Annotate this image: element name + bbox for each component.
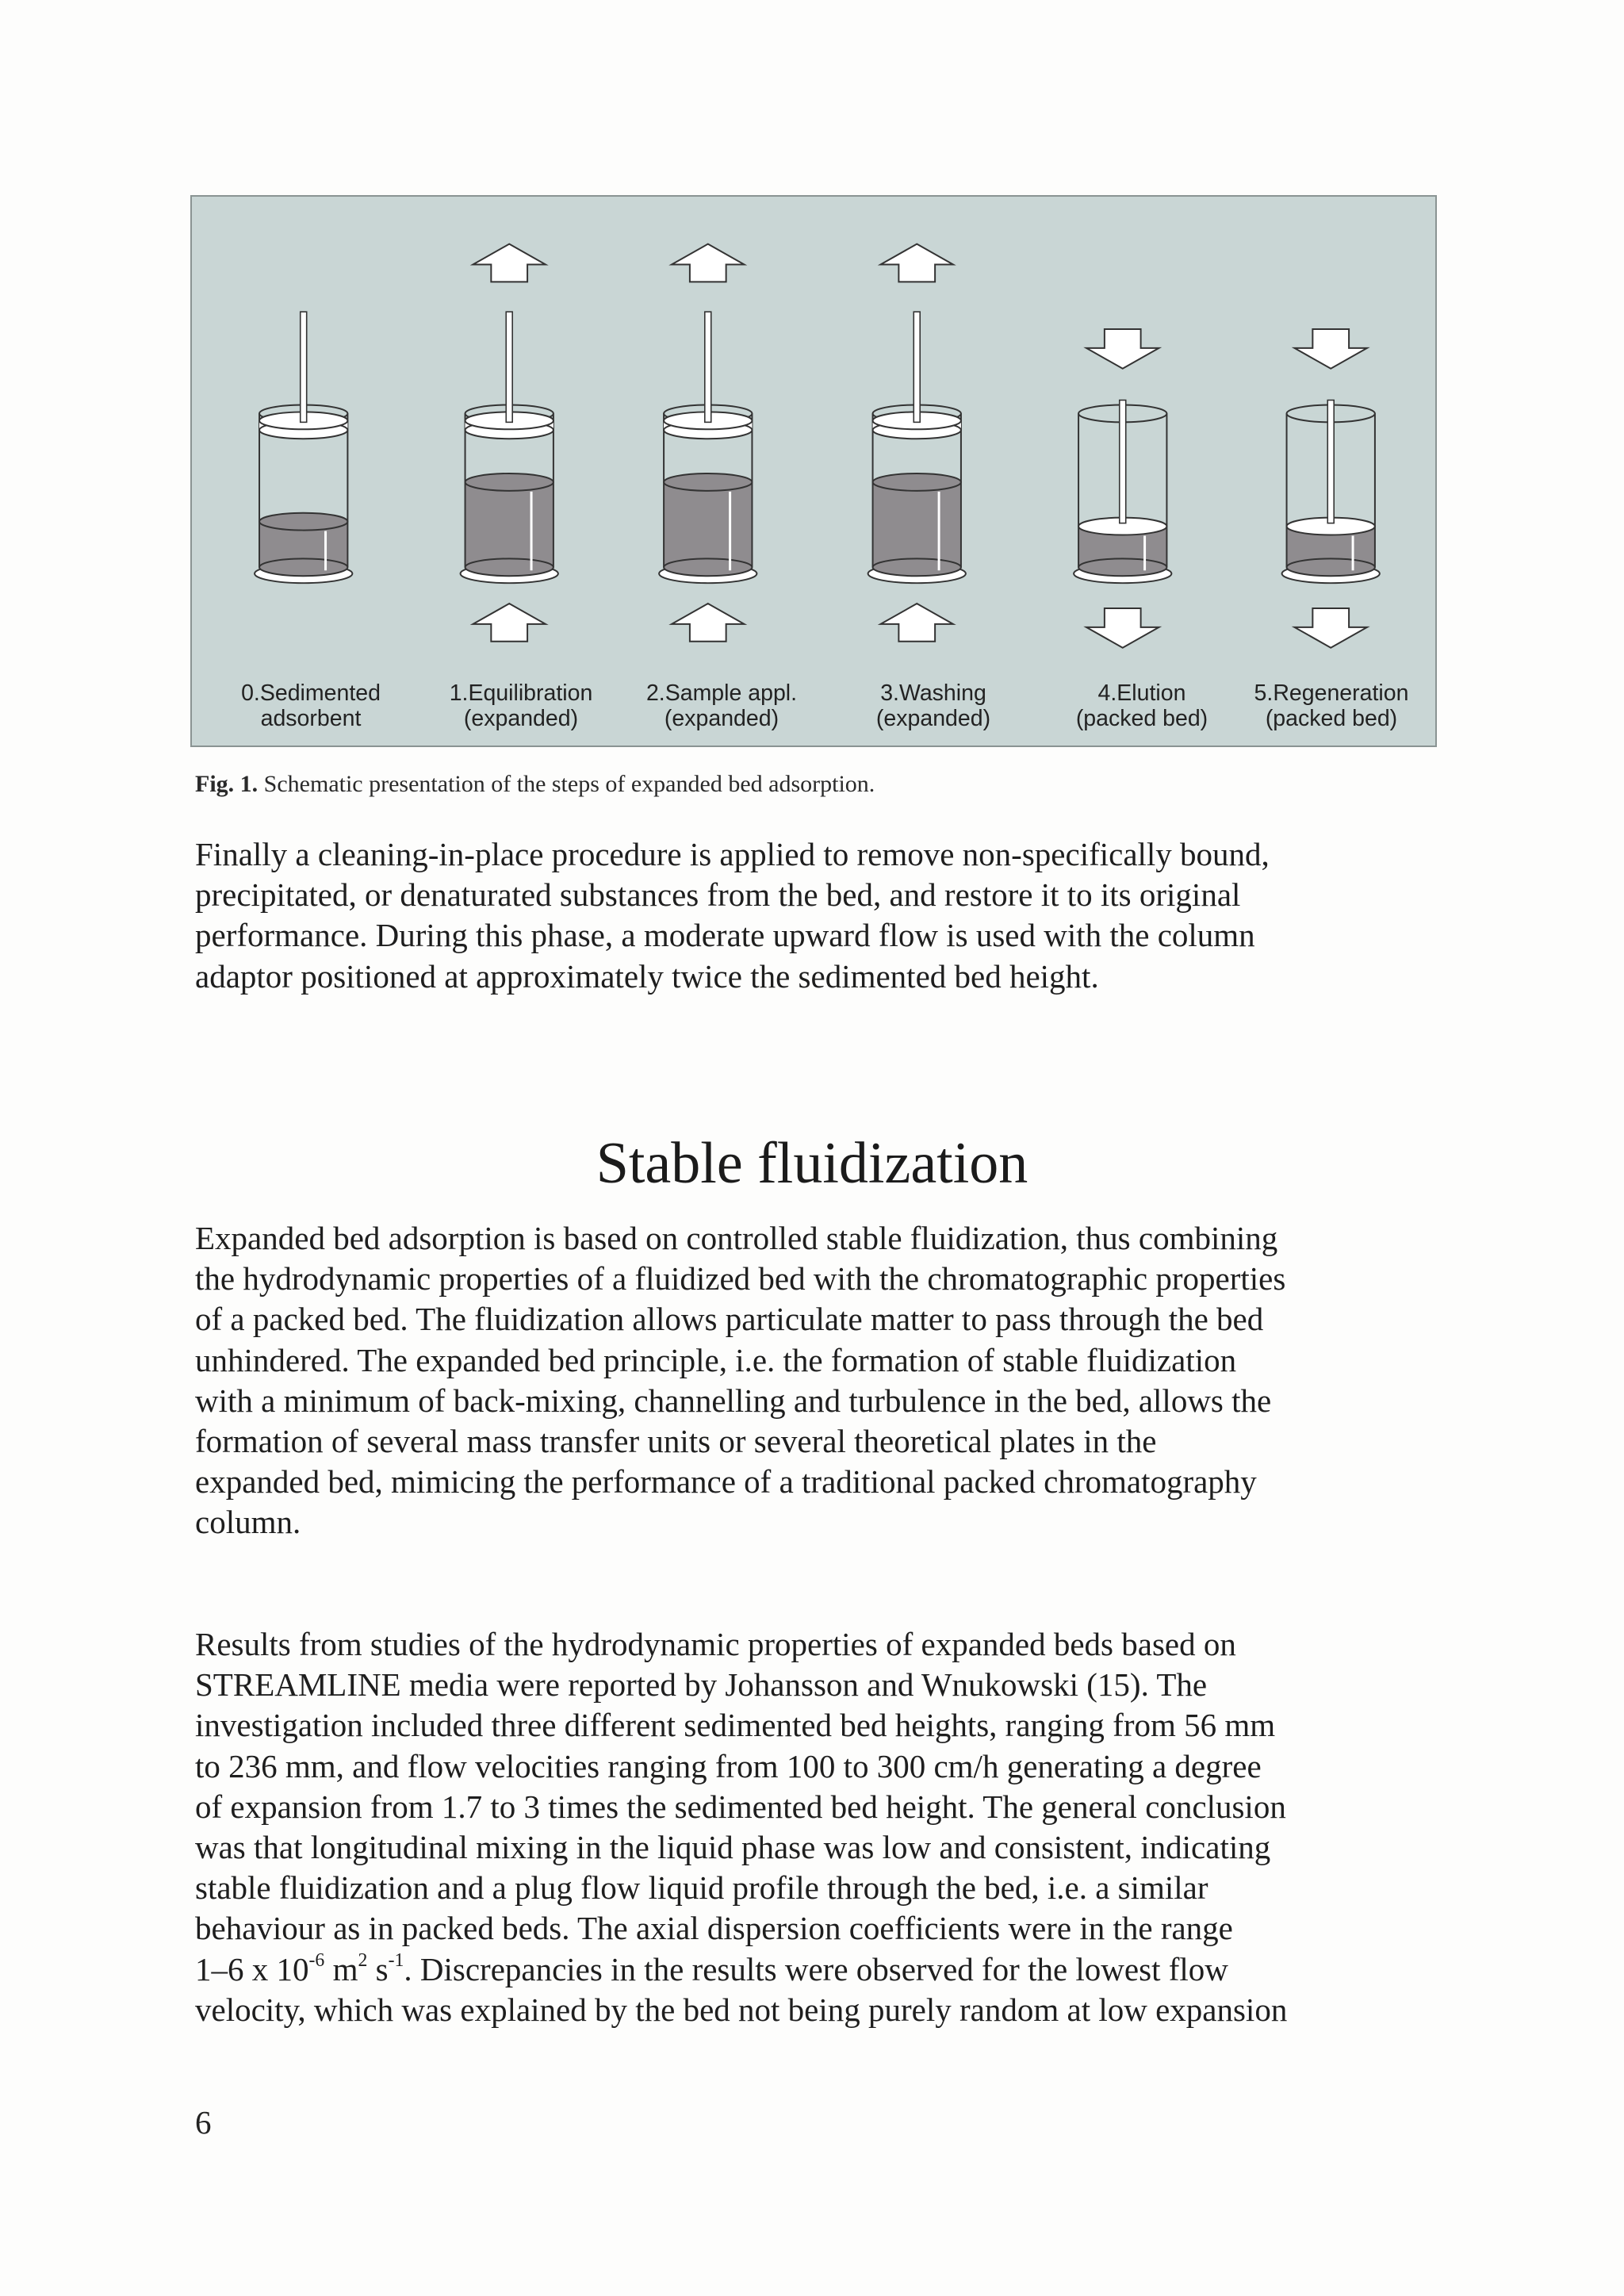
flow-down-arrow-icon bbox=[1086, 608, 1159, 648]
figure-diagram bbox=[192, 197, 1435, 746]
flow-up-arrow-icon bbox=[881, 244, 953, 282]
adsorbent-bed bbox=[873, 482, 961, 567]
adaptor-rod bbox=[506, 312, 512, 422]
flow-down-arrow-icon bbox=[1086, 329, 1159, 369]
bed-surface bbox=[259, 513, 347, 531]
bed-bottom bbox=[259, 558, 347, 576]
bed-bottom bbox=[1078, 558, 1166, 576]
adsorbent-bed bbox=[465, 482, 553, 567]
bed-bottom bbox=[465, 558, 553, 576]
paragraph-cleaning-in-place: Finally a cleaning-in-place procedure is applied to remove non-specifically bound, precipitated, or denaturated substances from the bed, and restore it to its original performance. During this phase, a moderate upward flow is used with the column adaptor positioned at approximately twice the sedimented bed height. bbox=[195, 836, 1270, 995]
adaptor-rod bbox=[914, 312, 920, 422]
bed-bottom bbox=[873, 558, 961, 576]
flow-down-arrow-icon bbox=[1294, 329, 1366, 369]
formula-line: 1–6 x $10^{-6}$ $m^2$ $s^{-1}$. Discrepancies in the results were observed for the lowest flow bbox=[195, 1949, 1228, 1987]
paragraph-stable-fluidization: Expanded bed adsorption is based on controlled stable fluidization, thus combining the hydrodynamic properties of a fluidized bed with the chromatographic properties of a packed bed. The fluidization allows particulate matter to pass through the bed unhindered. The expanded bed principle, i.e. the formation of stable fluidization with a minimum of back-mixing, channelling and turbulence in the bed, allows the formation of several mass transfer units or several theoretical plates in the expanded bed, mimicing the performance of a traditional packed chromatography column. bbox=[195, 1220, 1286, 1541]
page-number: 6 bbox=[195, 2104, 212, 2141]
figure-ebа-steps bbox=[190, 195, 1437, 747]
adaptor-rod bbox=[1120, 401, 1126, 523]
flow-up-arrow-icon bbox=[672, 604, 744, 642]
flow-up-arrow-icon bbox=[672, 244, 744, 282]
section-heading: Stable fluidization bbox=[596, 1131, 1028, 1196]
figure-caption bbox=[195, 771, 875, 798]
caption-text: Schematic presentation of the steps of expanded bed adsorption. bbox=[258, 771, 875, 797]
adaptor-rod bbox=[705, 312, 711, 422]
bed-surface bbox=[664, 473, 752, 491]
step-label-0: 0.Sedimented adsorbent bbox=[241, 680, 381, 731]
step-label-1: 1.Equilibration (expanded) bbox=[449, 680, 593, 731]
adaptor-rod bbox=[1327, 401, 1334, 523]
step-label-4: 4.Elution (packed bed) bbox=[1075, 680, 1208, 731]
caption-label: Fig. 1. bbox=[195, 771, 259, 797]
flow-down-arrow-icon bbox=[1294, 608, 1366, 648]
bed-surface bbox=[465, 473, 553, 491]
flow-up-arrow-icon bbox=[473, 604, 545, 642]
step-label-5: 5.Regeneration (packed bed) bbox=[1254, 680, 1409, 731]
bed-bottom bbox=[1287, 558, 1375, 576]
bed-surface bbox=[873, 473, 961, 491]
step-label-2: 2.Sample appl. (expanded) bbox=[645, 680, 798, 731]
adaptor-rod bbox=[301, 312, 307, 422]
bed-bottom bbox=[664, 558, 752, 576]
step-label-3: 3.Washing (expanded) bbox=[875, 680, 991, 731]
flow-up-arrow-icon bbox=[881, 604, 953, 642]
adsorbent-bed bbox=[664, 482, 752, 567]
paragraph-hydrodynamic-studies: Results from studies of the hydrodynamic properties of expanded beds based on STREAMLINE media were reported by Johansson and Wnukowski (15). The investigation included three different sedimented bed heights, ranging from 56 mm to 236 mm, and flow velocities ranging from 100 to 300 cm/h generating a degree of expansion from 1.7 to 3 times the sedimented bed height. The general conclusion was that longitudinal mixing in the liquid phase was low and consistent, indicating stable fluidization and a plug flow liquid profile through the bed, i.e. a similar behaviour as in packed beds. The axial dispersion coefficients were in the range 1–6 x $10^{-6}$ $m^2$ $s^{-1}$. Discrepancies in the results were observed for the lowest flow velocity, which was explained by the bed not being purely random at low expansion bbox=[195, 1624, 1448, 2030]
flow-up-arrow-icon bbox=[473, 244, 545, 282]
